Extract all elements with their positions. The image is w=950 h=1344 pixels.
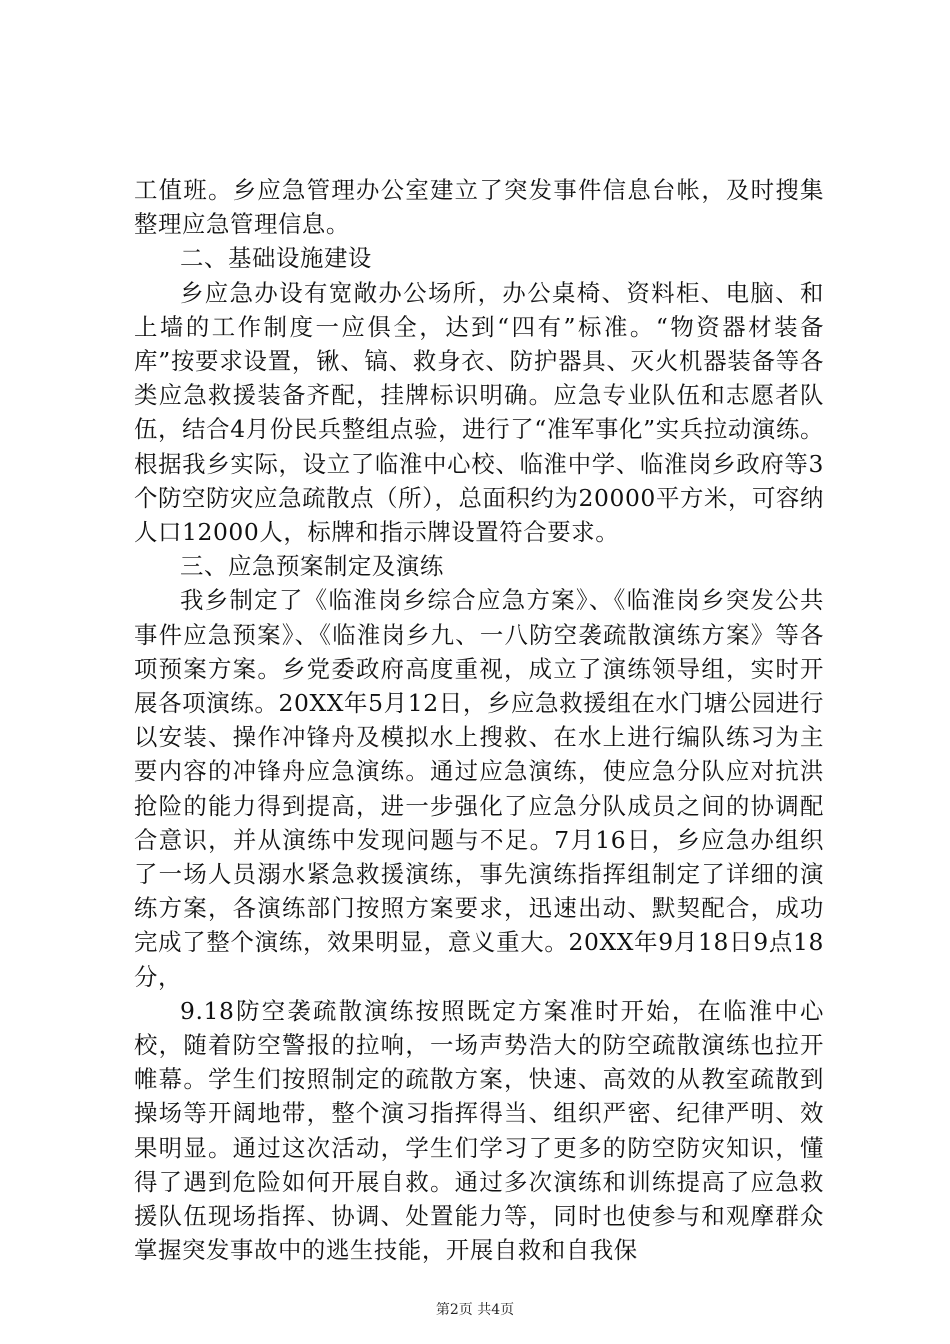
page-footer: 第2页 共4页 xyxy=(435,1302,515,1318)
document-body xyxy=(134,173,824,1268)
paragraph-infrastructure: 乡应急办设有宽敞办公场所，办公桌椅、资料柜、电脑、和上墙的工作制度一应俱全，达到“四有”标准。“物资器材装备库”按要求设置，锹、镐、救身衣、防护器具、灭火机器装备等各类应急救援装备齐配，挂牌标识明确。应急专业队伍和志愿者队伍，结合4月份民兵整组点验，进行了“准军事化”实兵拉动演练。根据我乡实际，设立了临淮中心校、临淮中学、临淮岗乡政府等3个防空防灾应急疏散点（所），总面积约为20000平方米，可容纳人口12000人，标牌和指示牌设置符合要求。 xyxy=(134,278,824,547)
section-heading-emergency-plan: 三、应急预案制定及演练 xyxy=(180,552,444,581)
section-heading-infrastructure: 二、基础设施建设 xyxy=(180,244,372,273)
paragraph-air-raid-drill: 9.18防空袭疏散演练按照既定方案准时开始，在临淮中心校，随着防空警报的拉响，一场声势浩大的防空疏散演练也拉开帷幕。学生们按照制定的疏散方案，快速、高效的从教室疏散到操场等开阔地带，整个演习指挥得当、组织严密、纪律严明、效果明显。通过这次活动，学生们学习了更多的防空防灾知识，懂得了遇到危险如何开展自救。通过多次演练和训练提高了应急救援队伍现场指挥、协调、处置能力等，同时也使参与和观摩群众掌握突发事故中的逃生技能，开展自救和自我保 xyxy=(134,996,824,1265)
paragraph-continuation: 工值班。乡应急管理办公室建立了突发事件信息台帐，及时搜集整理应急管理信息。 xyxy=(134,176,824,239)
paragraph-emergency-plan: 我乡制定了《临淮岗乡综合应急方案》、《临淮岗乡突发公共事件应急预案》、《临淮岗乡九、一八防空袭疏散演练方案》等各项预案方案。乡党委政府高度重视，成立了演练领导组，实时开展各项演练。20XX年5月12日，乡应急救援组在水门塘公园进行以安装、操作冲锋舟及模拟水上搜救、在水上进行编队练习为主要内容的冲锋舟应急演练。通过应急演练，使应急分队应对抗洪抢险的能力得到提高，进一步强化了应急分队成员之间的协调配合意识，并从演练中发现问题与不足。7月16日，乡应急办组织了一场人员溺水紧急救援演练，事先演练指挥组制定了详细的演练方案，各演练部门按照方案要求，迅速出动、默契配合，成功完成了整个演练，效果明显，意义重大。20XX年9月18日9点18分， xyxy=(134,586,824,991)
